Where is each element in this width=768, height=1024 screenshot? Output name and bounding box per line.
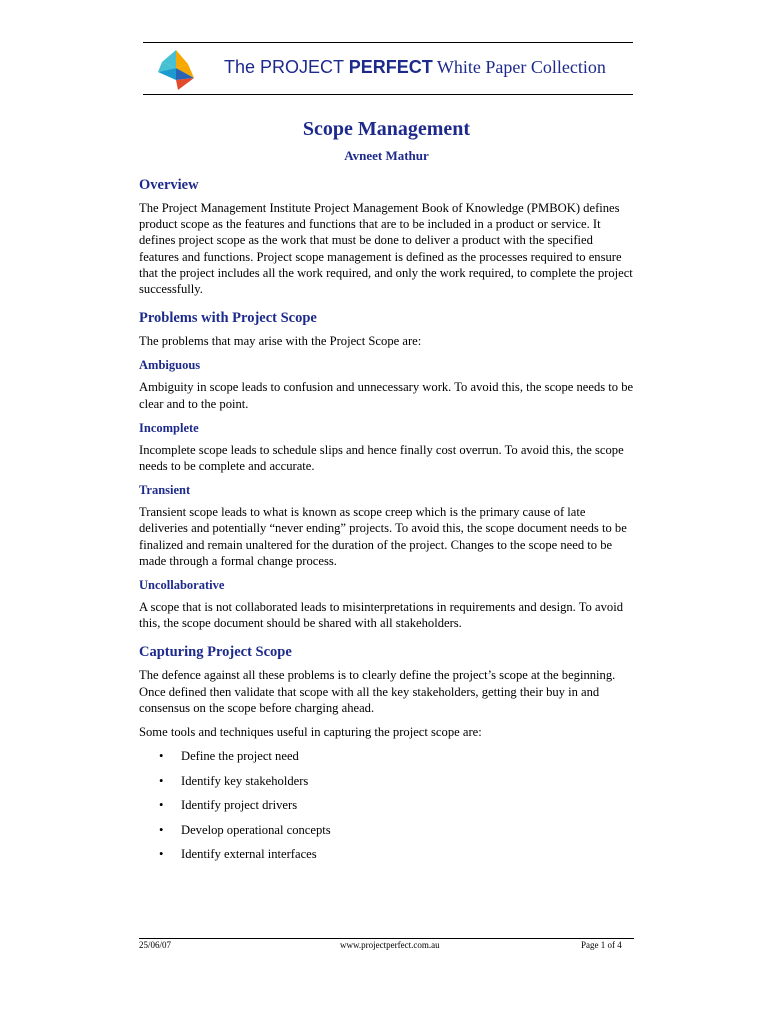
bullet-icon: •: [159, 749, 164, 764]
capturing-heading: Capturing Project Scope: [139, 644, 292, 661]
capturing-paragraph: The defence against all these problems is to clearly define the project’s scope at the beginning. Once defined then validate that scope with all the key stakeholders, getting their buy in and consensus on the scope before charging ahead.: [139, 668, 616, 715]
list-item: [139, 846, 634, 862]
incomplete-heading: Incomplete: [139, 420, 199, 435]
header-title: [224, 57, 606, 78]
document-body: [139, 118, 634, 871]
header-bottom-rule: [143, 94, 633, 95]
bullet-icon: •: [159, 847, 164, 862]
ambiguous-paragraph: Ambiguity in scope leads to confusion and unnecessary work. To avoid this, the scope needs to be clear and to the point.: [139, 380, 634, 411]
header-top-rule: [143, 42, 633, 43]
overview-paragraph: The Project Management Institute Project Management Book of Knowledge (PMBOK) defines product scope as the features and functions that are to be included in a product or service. It defines project scope as the work that must be done to deliver a product with the specified features and functions. Project scope management is defined as the processes required to ensure that the project includes all the work required, and only the work required, to complete the project successfully.: [139, 201, 633, 297]
document-title: Scope Management: [302, 118, 471, 140]
footer-page-number: Page 1 of 4: [581, 940, 622, 950]
problems-heading: Problems with Project Scope: [139, 310, 317, 327]
ambiguous-heading: Ambiguous: [139, 358, 201, 373]
list-item-text: Define the project need: [181, 749, 299, 764]
list-item-text: Identify external interfaces: [181, 847, 317, 862]
bullet-icon: •: [159, 773, 164, 788]
header-title-part1: The PROJECT: [224, 57, 349, 77]
uncollaborative-heading: Uncollaborative: [139, 578, 225, 593]
overview-heading: Overview: [139, 177, 199, 193]
list-item: [139, 773, 634, 789]
list-item-text: Identify project drivers: [181, 798, 298, 813]
incomplete-paragraph: Incomplete scope leads to schedule slips and hence finally cost overrun. To avoid this, the scope needs to be complete and accurate.: [139, 442, 624, 474]
header-title-collection: White Paper Collection: [432, 57, 606, 77]
bullet-icon: •: [159, 822, 164, 837]
uncollaborative-paragraph: A scope that is not collaborated leads to misinterpretations in requirements and design. To avoid this, the scope document should be shared with all stakeholders.: [139, 600, 623, 631]
header-title-perfect: PERFECT: [348, 57, 433, 77]
transient-heading: Transient: [139, 483, 191, 498]
list-item: [139, 822, 634, 838]
footer-url-link[interactable]: www.projectperfect.com.au: [340, 940, 440, 950]
list-item: [139, 748, 634, 764]
tools-list: [139, 748, 634, 862]
list-item-text: Develop operational concepts: [181, 822, 331, 837]
project-perfect-logo-icon: [158, 50, 194, 90]
problems-intro: The problems that may arise with the Project Scope are:: [139, 334, 422, 349]
footer-date: 25/06/07: [139, 940, 172, 950]
footer-rule: [139, 938, 634, 939]
list-item-text: Identify key stakeholders: [181, 773, 309, 788]
document-author: Avneet Mathur: [344, 148, 429, 163]
tools-intro: Some tools and techniques useful in capturing the project scope are:: [139, 725, 482, 740]
list-item: [139, 797, 634, 813]
bullet-icon: •: [159, 798, 164, 813]
transient-paragraph: Transient scope leads to what is known as scope creep which is the primary cause of late deliveries and potentially “never ending” projects. To avoid this, the scope document needs to be finalized and remain unaltered for the duration of the project. Changes to the scope need to be made through a formal change process.: [139, 505, 627, 568]
